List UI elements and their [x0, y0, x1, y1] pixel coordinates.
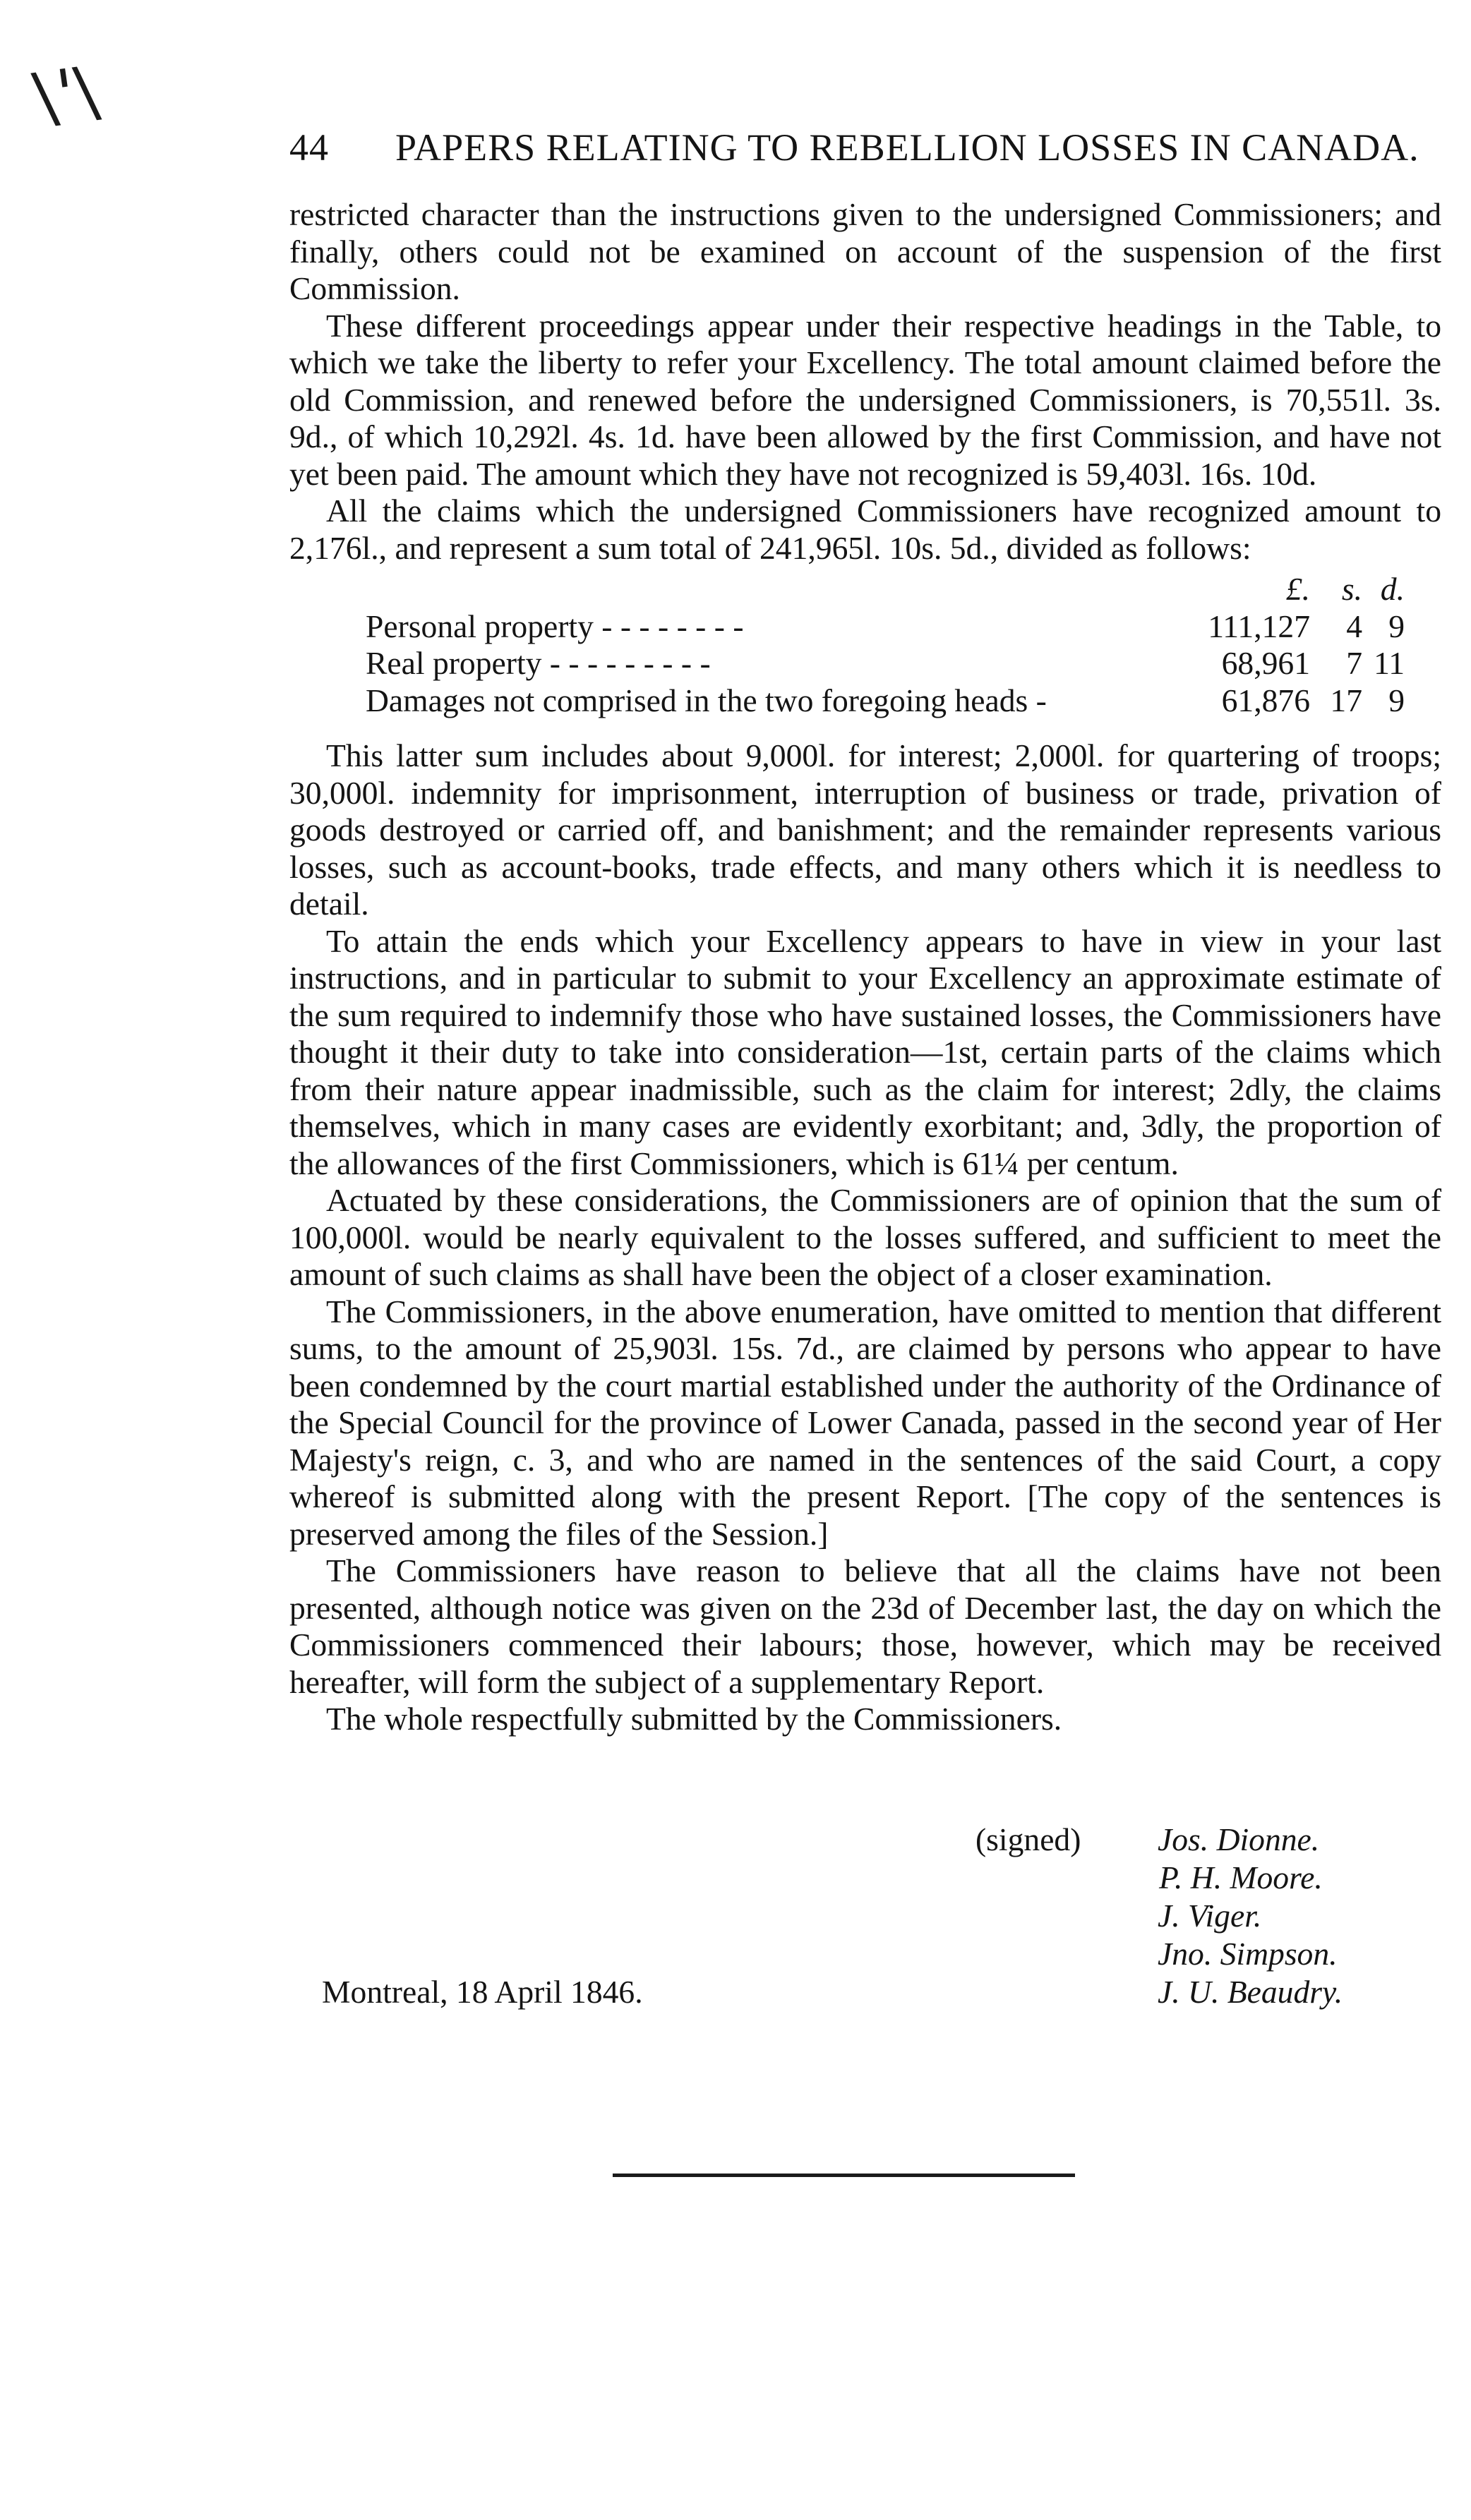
row-shillings: 17: [1330, 682, 1362, 718]
page-number: 44: [289, 126, 329, 169]
row-shillings: 7: [1346, 645, 1362, 681]
pence-header: d.: [1380, 571, 1405, 607]
table-header-spacer: [289, 571, 1169, 608]
signatory-name: Jos. Dionne.: [1158, 1821, 1320, 1857]
closing-rule: [613, 2174, 1075, 2177]
paragraph: Actuated by these considerations, the Commissioners are of opinion that the sum of 100,000l. would be nearly equivalent to the losses suffered, and sufficient to meet the amount of such claims as shall have been the object of a closer examination.: [289, 1182, 1441, 1292]
table-row: [289, 645, 1441, 682]
row-pence: 11: [1374, 645, 1405, 681]
signatory-name: J. Viger.: [1158, 1898, 1262, 1934]
row-label: Real property - - - - - - - - -: [366, 645, 711, 681]
signature-block: [1158, 1821, 1343, 2011]
row-pounds: 68,961: [1221, 645, 1310, 681]
signatory-name: Jno. Simpson.: [1158, 1936, 1338, 1972]
place-date: Montreal, 18 April 1846.: [322, 1974, 643, 2010]
paragraph: The Commissioners, in the above enumeration, have omitted to mention that different sums, to the amount of 25,903l. 15s. 7d., are claimed by persons who appear to have been condemned by the court martial established under the authority of the Ordinance of the Special Council for the province of Lower Canada, passed in the second year of Her Majesty's reign, c. 3, and who are named in the sentences of the said Court, a copy whereof is submitted along with the present Report. [The copy of the sentences is preserved among the files of the Session.]: [289, 1293, 1441, 1552]
row-label: Damages not comprised in the two foregoing heads -: [366, 682, 1047, 718]
row-shillings: 4: [1346, 608, 1362, 644]
margin-mark: \'\: [28, 51, 104, 138]
paragraph: All the claims which the undersigned Commissioners have recognized amount to 2,176l., and represent a sum total of 241,965l. 10s. 5d., divided as follows:: [289, 493, 1441, 566]
pounds-header: £.: [1285, 571, 1310, 607]
row-label: Personal property - - - - - - - -: [366, 608, 744, 644]
paragraph: This latter sum includes about 9,000l. for interest; 2,000l. for quartering of troops; 30,000l. indemnity for imprisonment, interruption of business or trade, privation of goods destroyed or carried off, and banishment; and the remainder represents various losses, such as account-books, trade effects, and many others which it is needless to detail.: [289, 737, 1441, 922]
paragraph: These different proceedings appear under their respective headings in the Table, to which we take the liberty to refer your Excellency. The total amount claimed before the old Commission, and renewed before the undersigned Commissioners, is 70,551l. 3s. 9d., of which 10,292l. 4s. 1d. have been allowed by the first Commission, and have not yet been paid. The amount which they have not recognized is 59,403l. 16s. 10d.: [289, 307, 1441, 492]
table-row: [289, 682, 1441, 720]
losses-table: [289, 571, 1441, 719]
table-header-row: [289, 571, 1441, 608]
row-pounds: 111,127: [1208, 608, 1310, 644]
table-row: [289, 608, 1441, 646]
paragraph: restricted character than the instructions given to the undersigned Commissioners; and finally, others could not be examined on account of the suspension of the first Commission.: [289, 196, 1441, 306]
signatory-name: P. H. Moore.: [1159, 1859, 1323, 1895]
paragraph: To attain the ends which your Excellency appears to have in view in your last instructions, and in particular to submit to your Excellency an approximate estimate of the sum required to indemnify those who have sustained losses, the Commissioners have thought it their duty to take into consideration—1st, certain parts of the claims which from their nature appear inadmissible, such as the claim for interest; 2dly, the claims themselves, which in many cases are evidently exorbitant; and, 3dly, the proportion of the allowances of the first Commissioners, which is 61¼ per centum.: [289, 922, 1441, 1181]
shillings-header: s.: [1341, 571, 1362, 607]
row-pounds: 61,876: [1221, 682, 1310, 718]
page-header: [289, 126, 1419, 179]
signatory-name: J. U. Beaudry.: [1158, 1974, 1343, 2010]
row-pence: 9: [1388, 682, 1405, 718]
running-title: PAPERS RELATING TO REBELLION LOSSES IN CANADA.: [395, 126, 1419, 169]
body-text: [289, 196, 1441, 1738]
paragraph: The Commissioners have reason to believe that all the claims have not been presented, although notice was given on the 23d of December last, the day on which the Commissioners commenced their labours; those, however, which may be received hereafter, will form the subject of a supplementary Report.: [289, 1553, 1441, 1700]
signed-label: (signed): [975, 1821, 1081, 1857]
paragraph: The whole respectfully submitted by the Commissioners.: [326, 1701, 1062, 1737]
row-pence: 9: [1388, 608, 1405, 644]
